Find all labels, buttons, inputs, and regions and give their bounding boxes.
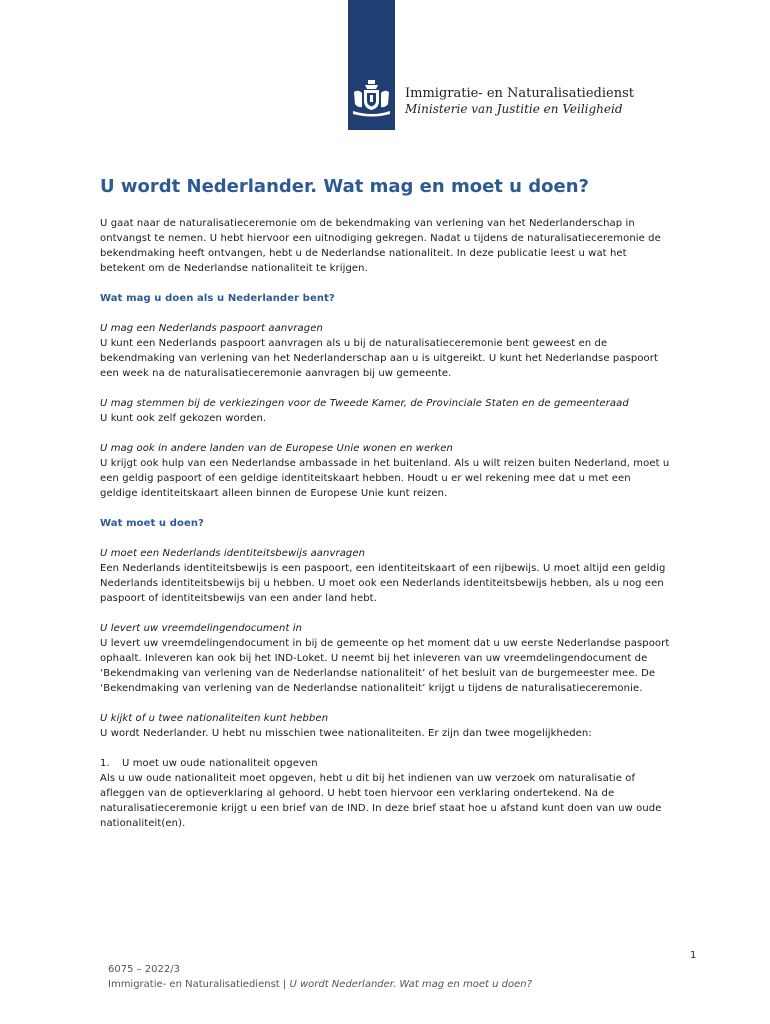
footer-org: Immigratie- en Naturalisatiedienst | xyxy=(108,979,287,990)
subheading-nationality: U kijkt of u twee nationaliteiten kunt hebben xyxy=(100,713,329,724)
list-item xyxy=(100,756,670,771)
paragraph-id: Een Nederlands identiteitsbewijs is een paspoort, een identiteitskaart of een rijbewijs. U moet altijd een geldig Nederlands identiteitsbewijs bij u hebben. U moet ook een Nederlands identiteitsbewijs hebben, als u nog een paspoort of identiteitsbewijs van een ander land hebt. xyxy=(100,563,666,604)
logo-bar xyxy=(348,0,395,130)
document-body xyxy=(100,216,670,831)
paragraph-nationality: U wordt Nederlander. U hebt nu misschien twee nationaliteiten. Er zijn dan twee mogelijkheden: xyxy=(100,728,592,739)
subheading-passport: U mag een Nederlands paspoort aanvragen xyxy=(100,323,323,334)
paragraph-eu: U krijgt ook hulp van een Nederlandse ambassade in het buitenland. Als u wilt reizen buiten Nederland, moet u een geldig paspoort of een geldige identiteitskaart hebben. Houdt u er wel rekening mee dat u met een geldige identiteitskaart alleen binnen de Europese Unie kunt reizen. xyxy=(100,458,670,499)
footer-code: 6075 – 2022/3 xyxy=(108,964,180,975)
footer xyxy=(108,962,532,992)
footer-doc-title: U wordt Nederlander. Wat mag en moet u doen? xyxy=(289,979,532,990)
org-name: Immigratie- en Naturalisatiedienst xyxy=(405,86,634,101)
section-heading-rights: Wat mag u doen als u Nederlander bent? xyxy=(100,293,335,304)
footer-line xyxy=(108,977,532,992)
paragraph-renounce: Als u uw oude nationaliteit moet opgeven, hebt u dit bij het indienen van uw verzoek om naturalisatie of afleggen van de optieverklaring al gehoord. U hebt toen hiervoor een verklaring ondertekend. Na de naturalisatieceremonie krijgt u een brief van de IND. In deze brief staat hoe u afstand kunt doen van uw oude nationaliteit(en). xyxy=(100,773,662,829)
page-number: 1 xyxy=(690,950,697,961)
page-title: U wordt Nederlander. Wat mag en moet u doen? xyxy=(100,176,589,197)
ministry-name: Ministerie van Justitie en Veiligheid xyxy=(405,102,623,116)
paragraph-passport: U kunt een Nederlands paspoort aanvragen als u bij de naturalisatieceremonie bent geweest en de bekendmaking van verlening van het Nederlanderschap aan u is uitgereikt. U kunt het Nederlandse paspoort een week na de naturalisatieceremonie aanvragen bij uw gemeente. xyxy=(100,338,658,379)
intro-paragraph: U gaat naar de naturalisatieceremonie om de bekendmaking van verlening van het Nederlanderschap in ontvangst te nemen. U hebt hiervoor een uitnodiging gekregen. Nadat u tijdens de naturalisatieceremonie de bekendmaking heeft ontvangen, hebt u de Nederlandse nationaliteit. In deze publicatie leest u wat het betekent om de Nederlandse nationaliteit te krijgen. xyxy=(100,218,661,274)
paragraph-document: U levert uw vreemdelingendocument in bij de gemeente op het moment dat u uw eerste Nederlandse paspoort ophaalt. Inleveren kan ook bij het IND-Loket. U neemt bij het inleveren van uw vreemdelingendocument de ‘Bekendmaking van verlening van de Nederlandse nationaliteit’ of het besluit van de burgemeester mee. De ‘Bekendmaking van verlening van de Nederlandse nationaliteit’ krijgt u tijdens de naturalisatieceremonie. xyxy=(100,638,670,694)
subheading-voting: U mag stemmen bij de verkiezingen voor de Tweede Kamer, de Provinciale Staten en de gemeenteraad xyxy=(100,398,629,409)
list-label: U moet uw oude nationaliteit opgeven xyxy=(122,758,318,769)
subheading-document: U levert uw vreemdelingendocument in xyxy=(100,623,303,634)
org-block xyxy=(405,86,634,117)
section-heading-duties: Wat moet u doen? xyxy=(100,518,204,529)
paragraph-voting: U kunt ook zelf gekozen worden. xyxy=(100,413,267,424)
list-number: 1. xyxy=(100,758,110,769)
coat-of-arms-icon xyxy=(351,80,392,118)
subheading-eu: U mag ook in andere landen van de Europese Unie wonen en werken xyxy=(100,443,453,454)
subheading-id: U moet een Nederlands identiteitsbewijs aanvragen xyxy=(100,548,366,559)
